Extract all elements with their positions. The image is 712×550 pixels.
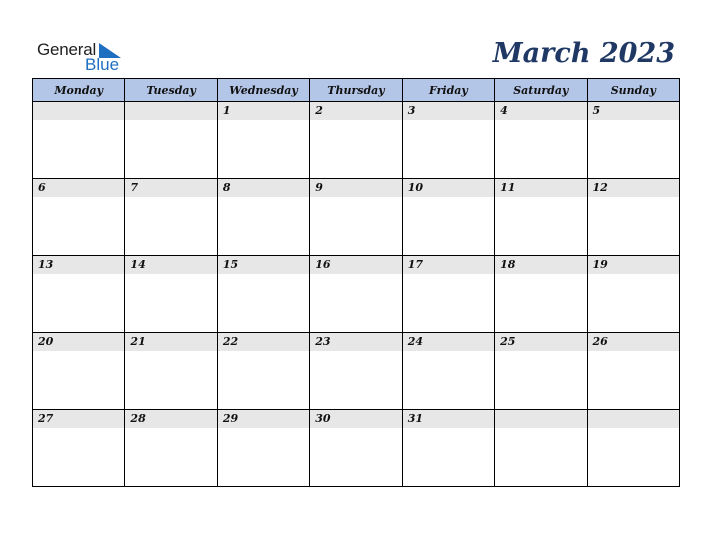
day-number: 8: [218, 179, 309, 197]
day-number: 4: [495, 102, 586, 120]
day-number: 29: [218, 410, 309, 428]
day-cell: [125, 179, 217, 256]
week-row: [33, 410, 680, 487]
day-number: 21: [125, 333, 216, 351]
generalblue-logo: [37, 40, 137, 74]
day-cell: [495, 410, 587, 487]
day-number: 11: [495, 179, 586, 197]
day-cell: [402, 256, 494, 333]
day-cell: [33, 410, 125, 487]
day-cell: [587, 410, 679, 487]
day-cell: [217, 333, 309, 410]
day-number: 23: [310, 333, 401, 351]
day-number: 31: [403, 410, 494, 428]
day-number: 24: [403, 333, 494, 351]
day-cell: [587, 256, 679, 333]
day-number: 28: [125, 410, 216, 428]
day-cell: [402, 179, 494, 256]
week-row: [33, 333, 680, 410]
weekday-header: Tuesday: [125, 79, 217, 102]
day-number: 9: [310, 179, 401, 197]
day-cell: [125, 102, 217, 179]
day-cell: [310, 256, 402, 333]
day-number: 12: [588, 179, 679, 197]
day-cell: [217, 410, 309, 487]
week-row: [33, 179, 680, 256]
day-number: 10: [403, 179, 494, 197]
weekday-header-row: [33, 79, 680, 102]
day-number: 14: [125, 256, 216, 274]
day-cell: [402, 102, 494, 179]
day-number: 1: [218, 102, 309, 120]
day-cell: [495, 333, 587, 410]
day-number: 25: [495, 333, 586, 351]
day-cell: [125, 333, 217, 410]
weekday-header: Wednesday: [217, 79, 309, 102]
day-number: [33, 102, 124, 120]
day-number: 7: [125, 179, 216, 197]
day-cell: [310, 333, 402, 410]
day-cell: [33, 333, 125, 410]
day-cell: [310, 102, 402, 179]
weekday-header: Saturday: [495, 79, 587, 102]
day-number: 5: [588, 102, 679, 120]
day-number: 2: [310, 102, 401, 120]
calendar-title: March 2023: [492, 38, 675, 69]
week-row: [33, 256, 680, 333]
week-row: [33, 102, 680, 179]
day-cell: [402, 410, 494, 487]
day-number: 13: [33, 256, 124, 274]
day-number: 19: [588, 256, 679, 274]
weekday-header: Sunday: [587, 79, 679, 102]
day-number: 18: [495, 256, 586, 274]
day-cell: [217, 179, 309, 256]
day-cell: [33, 179, 125, 256]
day-cell: [125, 410, 217, 487]
day-cell: [587, 179, 679, 256]
day-cell: [310, 410, 402, 487]
weekday-header: Thursday: [310, 79, 402, 102]
logo-word-blue: Blue: [85, 55, 120, 74]
day-cell: [217, 102, 309, 179]
day-cell: [217, 256, 309, 333]
day-number: [588, 410, 679, 428]
calendar-grid: [32, 78, 680, 487]
day-cell: [33, 256, 125, 333]
day-number: [125, 102, 216, 120]
logo-word-general: General: [37, 40, 97, 59]
day-number: 3: [403, 102, 494, 120]
day-number: 22: [218, 333, 309, 351]
day-cell: [495, 256, 587, 333]
day-cell: [495, 179, 587, 256]
day-cell: [587, 102, 679, 179]
day-cell: [587, 333, 679, 410]
day-number: 17: [403, 256, 494, 274]
day-number: 20: [33, 333, 124, 351]
day-cell: [495, 102, 587, 179]
weekday-header: Friday: [402, 79, 494, 102]
day-number: 27: [33, 410, 124, 428]
day-number: 30: [310, 410, 401, 428]
day-number: 26: [588, 333, 679, 351]
day-cell: [33, 102, 125, 179]
day-number: [495, 410, 586, 428]
weekday-header: Monday: [33, 79, 125, 102]
day-number: 15: [218, 256, 309, 274]
day-cell: [402, 333, 494, 410]
day-cell: [310, 179, 402, 256]
day-cell: [125, 256, 217, 333]
day-number: 6: [33, 179, 124, 197]
day-number: 16: [310, 256, 401, 274]
